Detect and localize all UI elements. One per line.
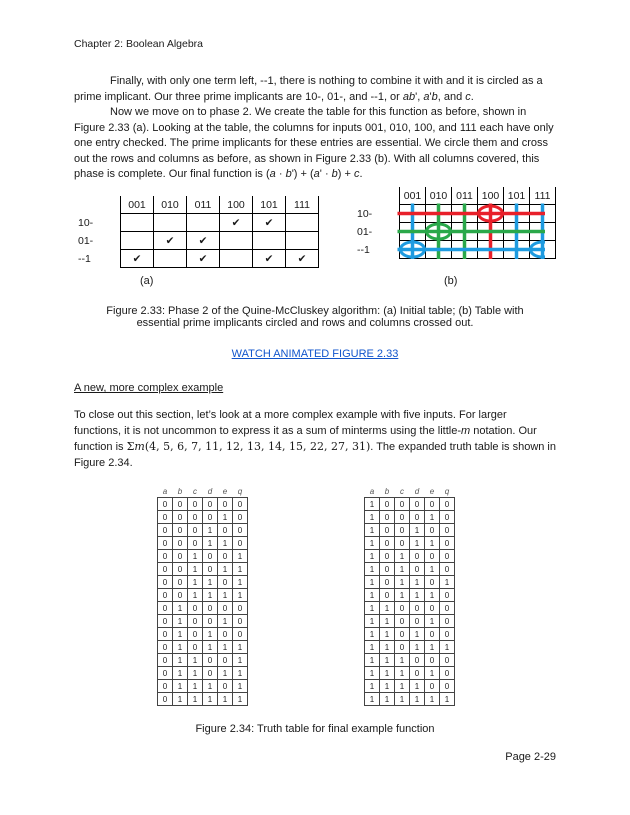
truth-cell: 1 [380, 615, 395, 628]
truth-cell: 1 [203, 628, 218, 641]
column-header: 001 [121, 196, 154, 214]
truth-cell: 0 [158, 576, 173, 589]
check-cell: ✔ [121, 250, 154, 268]
truth-row [158, 550, 248, 563]
truth-cell: 0 [380, 524, 395, 537]
truth-cell: 1 [395, 563, 410, 576]
truth-cell: 0 [425, 550, 440, 563]
truth-cell: 1 [410, 537, 425, 550]
truth-row [158, 628, 248, 641]
pi-table-b [355, 187, 556, 259]
truth-cell: 0 [158, 537, 173, 550]
truth-header: e [218, 485, 233, 498]
truth-cell: 1 [380, 654, 395, 667]
truth-cell: 0 [218, 498, 233, 511]
truth-cell: 0 [425, 498, 440, 511]
truth-cell: 1 [188, 693, 203, 706]
truth-cell: 1 [410, 524, 425, 537]
truth-cell: 1 [365, 641, 380, 654]
truth-row [158, 498, 248, 511]
truth-cell: 0 [440, 628, 455, 641]
check-cell [286, 232, 319, 250]
truth-cell: 0 [410, 563, 425, 576]
truth-cell: 1 [365, 602, 380, 615]
truth-cell: 1 [425, 511, 440, 524]
truth-cell: 0 [158, 628, 173, 641]
column-header: 010 [426, 187, 452, 205]
truth-cell: 0 [158, 602, 173, 615]
truth-cell: 0 [188, 615, 203, 628]
truth-cell: 1 [203, 680, 218, 693]
truth-cell: 1 [395, 550, 410, 563]
truth-cell: 1 [233, 693, 248, 706]
truth-cell: 0 [158, 550, 173, 563]
truth-cell: 1 [395, 576, 410, 589]
truth-cell: 0 [380, 511, 395, 524]
truth-cell: 1 [365, 524, 380, 537]
truth-row [365, 524, 455, 537]
truth-cell: 1 [218, 615, 233, 628]
truth-cell: 0 [410, 654, 425, 667]
truth-row [158, 589, 248, 602]
truth-cell: 0 [395, 498, 410, 511]
truth-cell: 0 [395, 602, 410, 615]
truth-cell: 0 [380, 550, 395, 563]
truth-cell: 0 [233, 602, 248, 615]
truth-cell: 0 [173, 537, 188, 550]
truth-cell: 0 [158, 641, 173, 654]
figure-2-34-caption: Figure 2.34: Truth table for final example function [195, 723, 435, 735]
truth-cell: 0 [218, 550, 233, 563]
truth-cell: 0 [158, 615, 173, 628]
truth-cell: 1 [425, 667, 440, 680]
truth-cell: 1 [233, 654, 248, 667]
check-cell: ✔ [154, 232, 187, 250]
truth-cell: 1 [365, 563, 380, 576]
caption-line-1: Figure 2.33: Phase 2 of the Quine-McCluskey algorithm: (a) Initial table; (b) Table with [106, 305, 524, 317]
truth-cell: 0 [173, 498, 188, 511]
truth-cell: 1 [173, 693, 188, 706]
truth-cell: 1 [188, 589, 203, 602]
watch-animated-figure-link[interactable]: WATCH ANIMATED FIGURE 2.33 [231, 348, 399, 360]
truth-cell: 1 [173, 667, 188, 680]
truth-cell: 0 [380, 576, 395, 589]
truth-cell: 0 [188, 524, 203, 537]
truth-cell: 1 [395, 680, 410, 693]
truth-row [365, 693, 455, 706]
truth-cell: 0 [203, 602, 218, 615]
check-cell [121, 214, 154, 232]
truth-cell: 1 [188, 680, 203, 693]
check-cell: ✔ [187, 250, 220, 268]
truth-cell: 1 [380, 693, 395, 706]
check-cell: ✔ [187, 232, 220, 250]
truth-cell: 0 [233, 615, 248, 628]
truth-header: b [380, 485, 395, 498]
caption-line-2: essential prime implicants circled and rows and columns crossed out. [136, 317, 474, 329]
truth-row [365, 641, 455, 654]
check-cell [286, 214, 319, 232]
truth-cell: 1 [218, 537, 233, 550]
paragraph-3: To close out this section, let’s look at a more complex example with five inputs. For larger functions, it is not uncommon to express it as a sum of minterms using the little-m notation. Our function is Σm(4, 5, 6, 7, 11, 12, 13, 14, 15, 22, 27, 31). The expanded truth table is shown in Figure 2.34. [74, 409, 556, 469]
truth-cell: 1 [365, 550, 380, 563]
truth-row [158, 524, 248, 537]
truth-cell: 1 [410, 576, 425, 589]
truth-cell: 1 [173, 615, 188, 628]
truth-cell: 0 [158, 693, 173, 706]
truth-cell: 0 [188, 641, 203, 654]
truth-cell: 0 [440, 537, 455, 550]
truth-cell: 1 [203, 524, 218, 537]
truth-cell: 1 [380, 680, 395, 693]
column-header: 010 [154, 196, 187, 214]
truth-cell: 0 [158, 498, 173, 511]
truth-cell: 0 [380, 589, 395, 602]
truth-row [158, 602, 248, 615]
truth-cell: 1 [410, 628, 425, 641]
truth-cell: 0 [410, 498, 425, 511]
truth-cell: 0 [380, 537, 395, 550]
truth-cell: 1 [218, 693, 233, 706]
truth-cell: 0 [203, 615, 218, 628]
truth-header: q [233, 485, 248, 498]
truth-cell: 0 [380, 498, 395, 511]
truth-row [365, 602, 455, 615]
truth-cell: 0 [440, 563, 455, 576]
truth-cell: 0 [188, 537, 203, 550]
truth-cell: 0 [395, 628, 410, 641]
truth-row [158, 615, 248, 628]
truth-header: c [188, 485, 203, 498]
truth-cell: 0 [158, 511, 173, 524]
truth-cell: 1 [395, 693, 410, 706]
row-label: 10- [355, 205, 400, 223]
truth-cell: 1 [218, 563, 233, 576]
truth-cell: 0 [158, 563, 173, 576]
truth-row [158, 693, 248, 706]
truth-header: d [410, 485, 425, 498]
truth-cell: 1 [203, 641, 218, 654]
truth-cell: 0 [440, 498, 455, 511]
truth-cell: 0 [440, 589, 455, 602]
truth-row [158, 641, 248, 654]
row-label: --1 [76, 250, 121, 268]
check-cell [187, 214, 220, 232]
truth-cell: 0 [440, 511, 455, 524]
truth-cell: 0 [218, 524, 233, 537]
truth-cell: 0 [233, 628, 248, 641]
truth-cell: 0 [410, 615, 425, 628]
truth-cell: 1 [440, 693, 455, 706]
truth-cell: 1 [365, 576, 380, 589]
truth-cell: 1 [188, 654, 203, 667]
truth-row [365, 550, 455, 563]
truth-cell: 1 [233, 589, 248, 602]
truth-cell: 1 [395, 667, 410, 680]
truth-cell: 0 [173, 524, 188, 537]
truth-cell: 1 [425, 615, 440, 628]
truth-cell: 1 [233, 563, 248, 576]
truth-row [158, 680, 248, 693]
truth-cell: 0 [203, 667, 218, 680]
check-cell [220, 232, 253, 250]
truth-cell: 0 [410, 511, 425, 524]
truth-cell: 1 [233, 550, 248, 563]
check-cell [253, 232, 286, 250]
truth-cell: 1 [188, 550, 203, 563]
truth-cell: 0 [440, 602, 455, 615]
truth-cell: 1 [188, 576, 203, 589]
truth-table-left [157, 485, 248, 706]
truth-cell: 1 [380, 602, 395, 615]
truth-cell: 1 [188, 563, 203, 576]
truth-row [365, 576, 455, 589]
truth-cell: 0 [218, 576, 233, 589]
truth-cell: 1 [425, 537, 440, 550]
check-cell: ✔ [220, 214, 253, 232]
truth-header: b [173, 485, 188, 498]
truth-cell: 1 [233, 576, 248, 589]
check-cell: ✔ [253, 214, 286, 232]
truth-cell: 1 [365, 680, 380, 693]
check-cell: ✔ [253, 250, 286, 268]
truth-cell: 1 [395, 589, 410, 602]
truth-cell: 0 [158, 589, 173, 602]
truth-cell: 0 [203, 654, 218, 667]
truth-cell: 0 [233, 524, 248, 537]
truth-cell: 0 [203, 511, 218, 524]
truth-cell: 0 [158, 667, 173, 680]
truth-row [158, 563, 248, 576]
truth-cell: 0 [218, 654, 233, 667]
column-header: 111 [286, 196, 319, 214]
check-cell: ✔ [286, 250, 319, 268]
truth-cell: 1 [188, 667, 203, 680]
truth-cell: 1 [203, 576, 218, 589]
truth-cell: 1 [218, 511, 233, 524]
truth-cell: 1 [365, 615, 380, 628]
truth-row [365, 589, 455, 602]
truth-cell: 1 [410, 589, 425, 602]
check-cell [154, 250, 187, 268]
truth-row [158, 576, 248, 589]
column-header: 101 [253, 196, 286, 214]
check-cell [121, 232, 154, 250]
truth-header: d [203, 485, 218, 498]
truth-row [365, 654, 455, 667]
truth-cell: 0 [440, 615, 455, 628]
truth-cell: 1 [365, 667, 380, 680]
truth-cell: 1 [218, 641, 233, 654]
truth-row [158, 537, 248, 550]
truth-cell: 1 [173, 602, 188, 615]
truth-row [365, 537, 455, 550]
truth-row [158, 654, 248, 667]
truth-cell: 0 [395, 537, 410, 550]
truth-cell: 1 [173, 641, 188, 654]
truth-cell: 0 [425, 524, 440, 537]
truth-cell: 1 [365, 537, 380, 550]
truth-cell: 1 [380, 628, 395, 641]
truth-cell: 0 [173, 511, 188, 524]
truth-cell: 1 [203, 537, 218, 550]
truth-cell: 1 [233, 680, 248, 693]
truth-cell: 0 [218, 628, 233, 641]
row-label: --1 [355, 241, 400, 259]
truth-cell: 1 [380, 641, 395, 654]
truth-cell: 0 [158, 654, 173, 667]
truth-cell: 1 [395, 654, 410, 667]
truth-table-right [364, 485, 455, 706]
check-cell [154, 214, 187, 232]
truth-row [158, 511, 248, 524]
watch-animated-link-container [0, 348, 630, 360]
truth-cell: 1 [365, 511, 380, 524]
truth-cell: 1 [203, 589, 218, 602]
truth-cell: 1 [365, 589, 380, 602]
truth-cell: 0 [395, 641, 410, 654]
column-header: 001 [400, 187, 426, 205]
subheading: A new, more complex example [74, 382, 224, 394]
truth-cell: 1 [233, 641, 248, 654]
truth-cell: 0 [218, 680, 233, 693]
truth-cell: 0 [425, 602, 440, 615]
truth-cell: 0 [188, 498, 203, 511]
pi-row [76, 232, 319, 250]
crossout-overlay [355, 187, 545, 262]
truth-header: q [440, 485, 455, 498]
truth-header: a [158, 485, 173, 498]
truth-cell: 1 [173, 654, 188, 667]
truth-cell: 0 [173, 550, 188, 563]
truth-cell: 0 [440, 654, 455, 667]
label-b: (b) [444, 275, 458, 287]
column-header: 101 [504, 187, 530, 205]
truth-cell: 0 [440, 550, 455, 563]
truth-cell: 0 [173, 563, 188, 576]
truth-row [365, 498, 455, 511]
truth-cell: 1 [173, 628, 188, 641]
truth-cell: 0 [173, 589, 188, 602]
truth-cell: 0 [440, 680, 455, 693]
truth-cell: 0 [233, 498, 248, 511]
truth-row [365, 680, 455, 693]
page-number: Page 2-29 [505, 751, 556, 763]
truth-row [365, 628, 455, 641]
truth-cell: 1 [365, 628, 380, 641]
truth-cell: 0 [380, 563, 395, 576]
column-header: 100 [478, 187, 504, 205]
truth-cell: 1 [218, 589, 233, 602]
truth-cell: 1 [440, 576, 455, 589]
truth-cell: 1 [410, 641, 425, 654]
pi-table-a [76, 196, 319, 268]
truth-cell: 0 [203, 550, 218, 563]
chapter-header: Chapter 2: Boolean Algebra [74, 38, 204, 50]
truth-cell: 0 [203, 563, 218, 576]
truth-cell: 1 [410, 680, 425, 693]
truth-cell: 1 [425, 693, 440, 706]
truth-cell: 0 [425, 576, 440, 589]
truth-header: a [365, 485, 380, 498]
truth-cell: 0 [440, 667, 455, 680]
truth-cell: 0 [395, 615, 410, 628]
paragraph-2: Now we move on to phase 2. We create the table for this function as before, shown in Figure 2.33 (a). Looking at the table, the columns for inputs 001, 010, 100, and 111 each have only one entry checked. The prime implicants for these entries are essential. We circle them and cross out the rows and columns as before, as shown in Figure 2.33 (b). With all columns covered, this phase is complete. Our final function is (a · b') + (a' · b) + c. [74, 106, 554, 180]
truth-cell: 0 [425, 654, 440, 667]
truth-row [365, 511, 455, 524]
truth-cell: 0 [188, 602, 203, 615]
paragraph-1: Finally, with only one term left, --1, there is nothing to combine it with and it is circled as a prime implicant. Our three prime implicants are 10-, 01-, and --1, or ab', a'b, and c. [74, 75, 543, 103]
truth-cell: 1 [380, 667, 395, 680]
truth-header: c [395, 485, 410, 498]
label-a: (a) [140, 275, 154, 287]
truth-cell: 0 [410, 602, 425, 615]
row-label: 10- [76, 214, 121, 232]
truth-cell: 0 [395, 524, 410, 537]
truth-cell: 1 [440, 641, 455, 654]
truth-row [158, 667, 248, 680]
row-label: 01- [76, 232, 121, 250]
truth-cell: 0 [233, 537, 248, 550]
truth-cell: 0 [425, 680, 440, 693]
truth-cell: 0 [440, 524, 455, 537]
truth-cell: 1 [425, 641, 440, 654]
truth-cell: 0 [410, 667, 425, 680]
truth-cell: 0 [425, 628, 440, 641]
column-header: 111 [530, 187, 556, 205]
truth-cell: 0 [173, 576, 188, 589]
truth-cell: 1 [365, 498, 380, 511]
column-header: 011 [187, 196, 220, 214]
column-header: 100 [220, 196, 253, 214]
truth-cell: 0 [188, 511, 203, 524]
truth-cell: 0 [218, 602, 233, 615]
truth-cell: 1 [410, 693, 425, 706]
row-label: 01- [355, 223, 400, 241]
truth-cell: 1 [425, 563, 440, 576]
truth-row [365, 563, 455, 576]
truth-cell: 0 [158, 680, 173, 693]
truth-cell: 1 [218, 667, 233, 680]
truth-cell: 1 [365, 693, 380, 706]
figure-2-33-caption [0, 305, 630, 329]
truth-row [365, 667, 455, 680]
truth-cell: 0 [158, 524, 173, 537]
truth-cell: 0 [188, 628, 203, 641]
truth-cell: 1 [425, 589, 440, 602]
truth-cell: 0 [410, 550, 425, 563]
truth-cell: 1 [203, 693, 218, 706]
truth-row [365, 615, 455, 628]
pi-row [76, 250, 319, 268]
corner-cell [76, 196, 121, 214]
truth-cell: 0 [203, 498, 218, 511]
truth-cell: 0 [395, 511, 410, 524]
truth-cell: 1 [233, 667, 248, 680]
truth-header: e [425, 485, 440, 498]
truth-cell: 1 [173, 680, 188, 693]
truth-cell: 0 [233, 511, 248, 524]
column-header: 011 [452, 187, 478, 205]
check-cell [220, 250, 253, 268]
pi-row [76, 214, 319, 232]
truth-cell: 1 [365, 654, 380, 667]
